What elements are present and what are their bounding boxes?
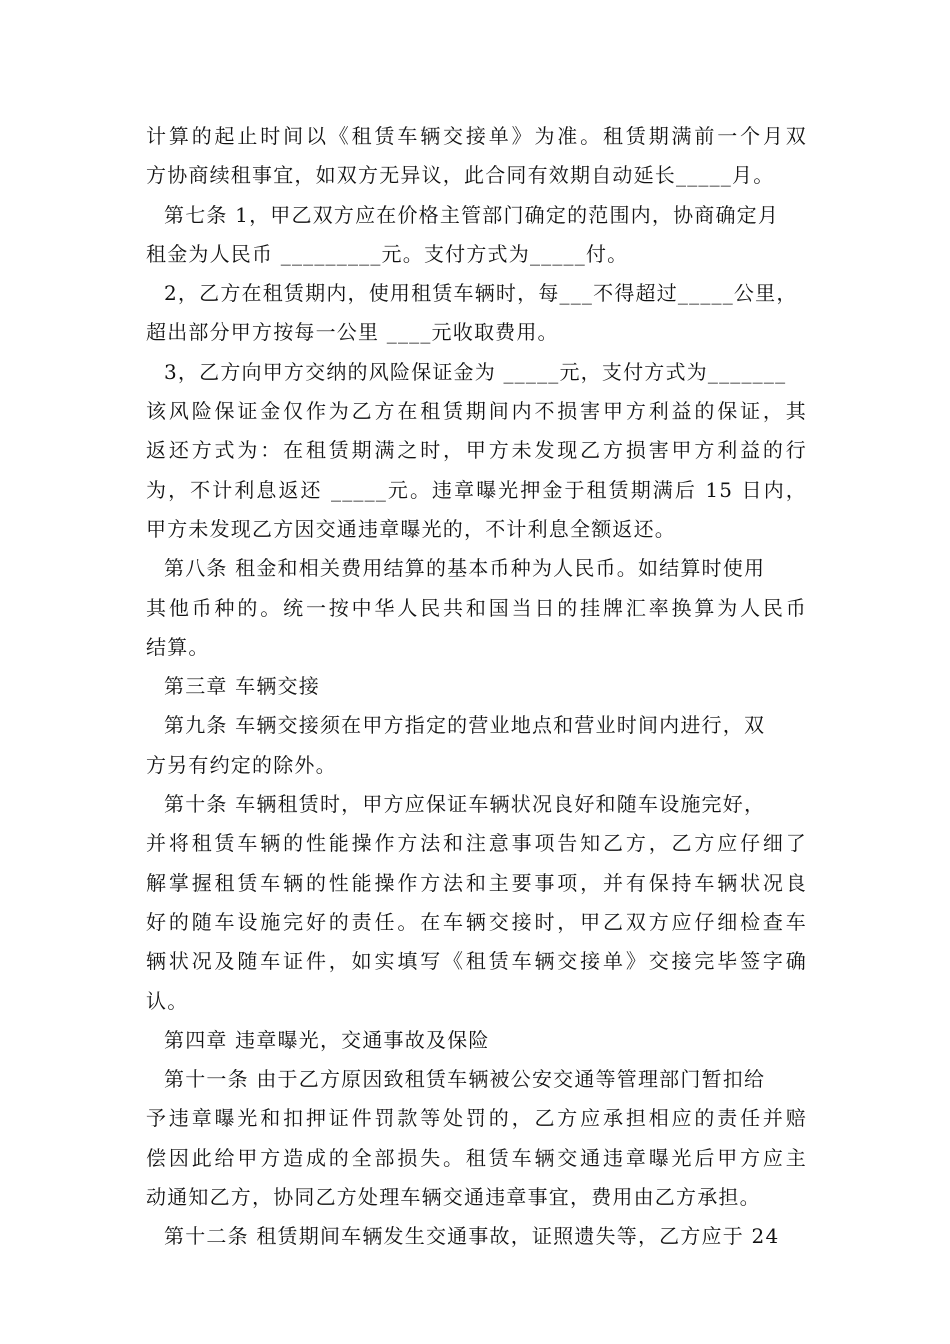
text-line: 偿因此给甲方造成的全部损失。租赁车辆交通违章曝光后甲方应主 — [146, 1145, 807, 1170]
text-line: 租金为人民币 _________元。支付方式为_____付。 — [146, 241, 629, 266]
text-line: 第十二条 租赁期间车辆发生交通事故，证照遗失等，乙方应于 24 — [164, 1224, 780, 1249]
text-line: 方另有约定的除外。 — [146, 752, 337, 777]
text-line: 解掌握租赁车辆的性能操作方法和主要事项，并有保持车辆状况良 — [146, 870, 807, 895]
text-line: 3，乙方向甲方交纳的风险保证金为 _____元，支付方式为_______ — [164, 359, 787, 384]
text-line: 动通知乙方，协同乙方处理车辆交通违章事宜，费用由乙方承担。 — [146, 1185, 761, 1210]
text-line: 计算的起止时间以《租赁车辆交接单》为准。租赁期满前一个月双 — [146, 124, 807, 148]
text-line: 第七条 1，甲乙双方应在价格主管部门确定的范围内，协商确定月 — [164, 202, 780, 227]
text-line: 第三章 车辆交接 — [164, 674, 320, 699]
text-line: 辆状况及随车证件，如实填写《租赁车辆交接单》交接完毕签字确 — [146, 949, 807, 974]
text-line: 第八条 租金和相关费用结算的基本币种为人民币。如结算时使用 — [164, 556, 766, 581]
text-line: 2，乙方在租赁期内，使用租赁车辆时，每___不得超过_____公里， — [164, 281, 798, 306]
text-line: 第十条 车辆租赁时，甲方应保证车辆状况良好和随车设施完好， — [164, 792, 766, 817]
text-line: 返还方式为：在租赁期满之时，甲方未发现乙方损害甲方利益的行 — [146, 438, 807, 463]
text-line: 其他币种的。统一按中华人民共和国当日的挂牌汇率换算为人民币 — [146, 595, 807, 620]
text-line: 该风险保证金仅作为乙方在租赁期间内不损害甲方利益的保证，其 — [146, 399, 807, 424]
text-line: 甲方未发现乙方因交通违章曝光的，不计利息全额返还。 — [146, 516, 676, 541]
text-line: 认。 — [146, 988, 189, 1013]
text-line: 第四章 违章曝光，交通事故及保险 — [164, 1027, 490, 1052]
text-line: 并将租赁车辆的性能操作方法和注意事项告知乙方，乙方应仔细了 — [146, 831, 807, 856]
text-line: 第九条 车辆交接须在甲方指定的营业地点和营业时间内进行，双 — [164, 713, 766, 738]
text-line: 好的随车设施完好的责任。在车辆交接时，甲乙双方应仔细检查车 — [146, 909, 807, 934]
text-line: 结算。 — [146, 634, 210, 659]
text-line: 为，不计利息返还 _____元。违章曝光押金于租赁期满后 15 日内， — [146, 477, 807, 502]
text-line: 予违章曝光和扣押证件罚款等处罚的，乙方应承担相应的责任并赔 — [146, 1106, 807, 1131]
text-line: 方协商续租事宜，如双方无异议，此合同有效期自动延长_____月。 — [146, 163, 775, 188]
text-line: 第十一条 由于乙方原因致租赁车辆被公安交通等管理部门暂扣给 — [164, 1067, 766, 1092]
text-line: 超出部分甲方按每一公里 ____元收取费用。 — [146, 320, 559, 345]
document-body — [146, 117, 807, 1257]
